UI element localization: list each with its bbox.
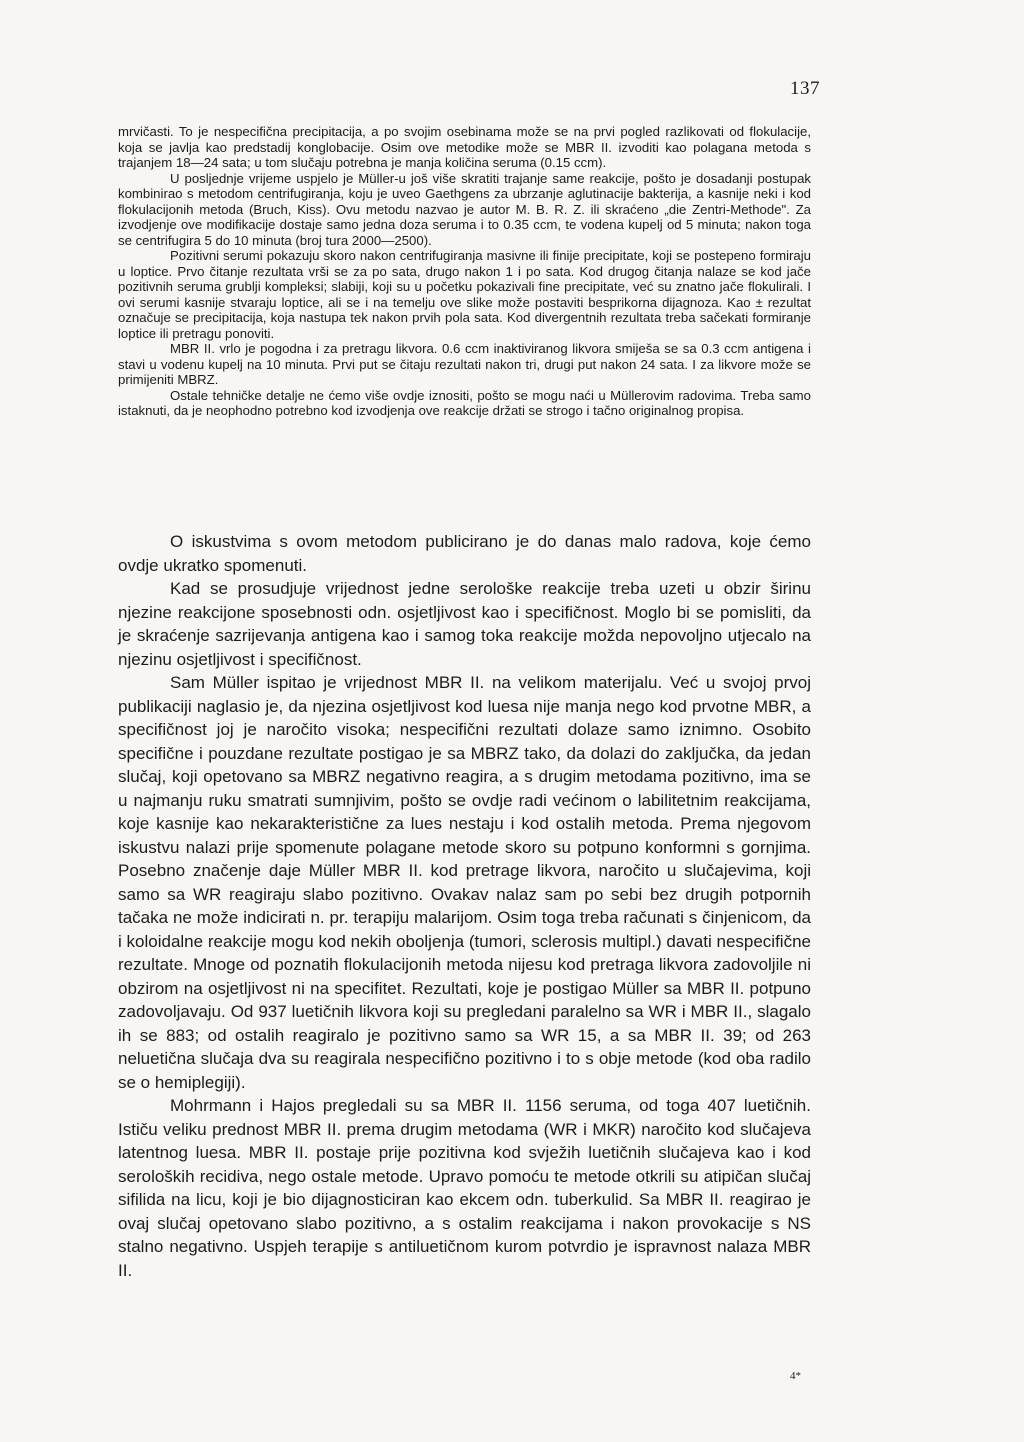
small-print-section bbox=[118, 124, 811, 419]
small-paragraph-3: Pozitivni serumi pokazuju skoro nakon centrifugiranja masivne ili finije precipitate, koji se postepeno formiraju u loptice. Prvo čitanje rezultata vrši se za po sata, drugo nakon 1 i po sata. Kod drugog čitanja nalaze se kod jače pozitivnih seruma grublji kompleksi; slabiji, koji su u početku pokazivali fine precipitate, već su znatno jače flokulirali. I ovi serumi kasnije stvaraju loptice, ali se i na temelju ove slike može postaviti besprikorna dijagnoza. Kao ± rezultat označuje se precipitacija, koja nastupa tek nakon prvih pola sata. Kod divergentnih rezultata treba sačekati formiranje loptice ili pretragu ponoviti. bbox=[118, 248, 811, 341]
page-number: 137 bbox=[790, 78, 820, 99]
small-paragraph-4: MBR II. vrlo je pogodna i za pretragu likvora. 0.6 ccm inaktiviranog likvora smiješa se sa 0.3 ccm antigena i stavi u vodenu kupelj na 10 minuta. Prvi put se čitaju rezultati nakon tri, drugi put nakon 24 sata. I za likvore može se primijeniti MBRZ. bbox=[118, 341, 811, 387]
main-paragraph-1: O iskustvima s ovom metodom publicirano je do danas malo radova, koje ćemo ovdje ukratko spomenuti. bbox=[118, 532, 811, 575]
main-paragraph-3: Sam Müller ispitao je vrijednost MBR II. na velikom materijalu. Već u svojoj prvoj publikaciji naglasio je, da njezina osjetljivost kod luesa nije manja nego kod prvotne MBR, a specifičnost joj je naročito visoka; nespecifični rezultati dolaze samo iznimno. Osobito specifične i pouzdane rezultate postigao je sa MBRZ tako, da dolazi do zaključka, da jedan slučaj, koji opetovano sa MBRZ negativno reagira, a s drugim metodama pozitivno, ima se u najmanju ruku smatrati sumnjivim, pošto se ovdje radi većinom o labilitetnim reakcijama, koje kasnije kao nekarakteristične za lues nestaju i kod ostalih metoda. Prema njegovom iskustvu nalazi prije spomenute polagane metode skoro su potpuno konformni s gornjima. Posebno značenje daje Müller MBR II. kod pretrage likvora, naročito u slučajevima, koji samo sa WR reagiraju slabo pozitivno. Ovakav nalaz sam po sebi bez drugih potpornih tačaka ne može indicirati n. pr. terapiju malarijom. Osim toga treba računati s činjenicom, da i koloidalne reakcije mogu kod nekih oboljenja (tumori, sclerosis multipl.) davati nespecifične rezultate. Mnoge od poznatih flokulacijonih metoda nijesu kod pretraga likvora zadovoljile ni obzirom na osjetljivost ni na specifitet. Rezultati, koje je postigao Müller sa MBR II. potpuno zadovoljavaju. Od 937 luetičnih likvora koji su pregledani paralelno sa WR i MBR II., slagalo ih se 883; od ostalih reagiralo je pozitivno samo sa WR 15, a sa MBR II. 39; od 263 neluetična slučaja dva su reagirala nespecifično pozitivno i to s obje metode (kod oba radilo se o hemiplegiji). bbox=[118, 673, 811, 1092]
signature-mark: 4* bbox=[790, 1370, 801, 1382]
main-paragraph-4: Mohrmann i Hajos pregledali su sa MBR II. 1156 seruma, od toga 407 luetičnih. Ističu veliku prednost MBR II. prema drugim metodama (WR i MKR) naročito kod slučajeva latentnog luesa. MBR II. postaje prije pozitivna kod svježih luetičnih slučajeva kao i kod seroloških recidiva, nego ostale metode. Upravo pomoću te metode otkrili su atipičan slučaj sifilida na licu, koji je bio dijagnosticiran kao ekcem odn. tuberkulid. Sa MBR II. reagirao je ovaj slučaj opetovano slabo pozitivno, a s ostalim reakcijama i nakon provokacije s NS stalno negativno. Uspjeh terapije s antiluetičnom kurom potvrdio je ispravnost nalaza MBR II. bbox=[118, 1096, 811, 1280]
main-paragraph-2: Kad se prosudjuje vrijednost jedne serološke reakcije treba uzeti u obzir širinu njezine reakcijone sposebnosti odn. osjetljivost kao i specifičnost. Moglo bi se pomisliti, da je skraćenje sazrijevanja antigena kao i samog toka reakcije možda nepovoljno utjecalo na njezinu osjetljivost i specifičnost. bbox=[118, 579, 811, 669]
small-paragraph-1: mrvičasti. To je nespecifična precipitacija, a po svojim osebinama može se na prvi pogled razlikovati od flokulacije, koja se javlja kao predstadij konglobacije. Osim ove metodike može se MBR II. izvoditi kao polagana metoda s trajanjem 18—24 sata; u tom slučaju potrebna je manja količina seruma (0.15 ccm). bbox=[118, 124, 811, 170]
main-text-section bbox=[118, 530, 811, 1282]
small-paragraph-5: Ostale tehničke detalje ne ćemo više ovdje iznositi, pošto se mogu naći u Müllerovim radovima. Treba samo istaknuti, da je neophodno potrebno kod izvodjenja ove reakcije držati se strogo i tačno originalnog propisa. bbox=[118, 387, 811, 418]
small-paragraph-2: U posljednje vrijeme uspjelo je Müller-u još više skratiti trajanje same reakcije, pošto je dosadanji postupak kombinirao s metodom centrifugiranja, koju je uveo Gaethgens za ubrzanje aglutinacije bakterija, a kasnije neki i kod flokulacijonih metoda (Bruch, Kiss). Ovu metodu nazvao je autor M. B. R. Z. ili skraćeno „die Zentri-Methode". Za izvodjenje ove modifikacije dostaje samo jedna doza seruma i to 0.35 ccm, te vodena kupelj od 5 minuta; nakon toga se centrifugira 5 do 10 minuta (broj tura 2000—2500). bbox=[118, 170, 811, 248]
